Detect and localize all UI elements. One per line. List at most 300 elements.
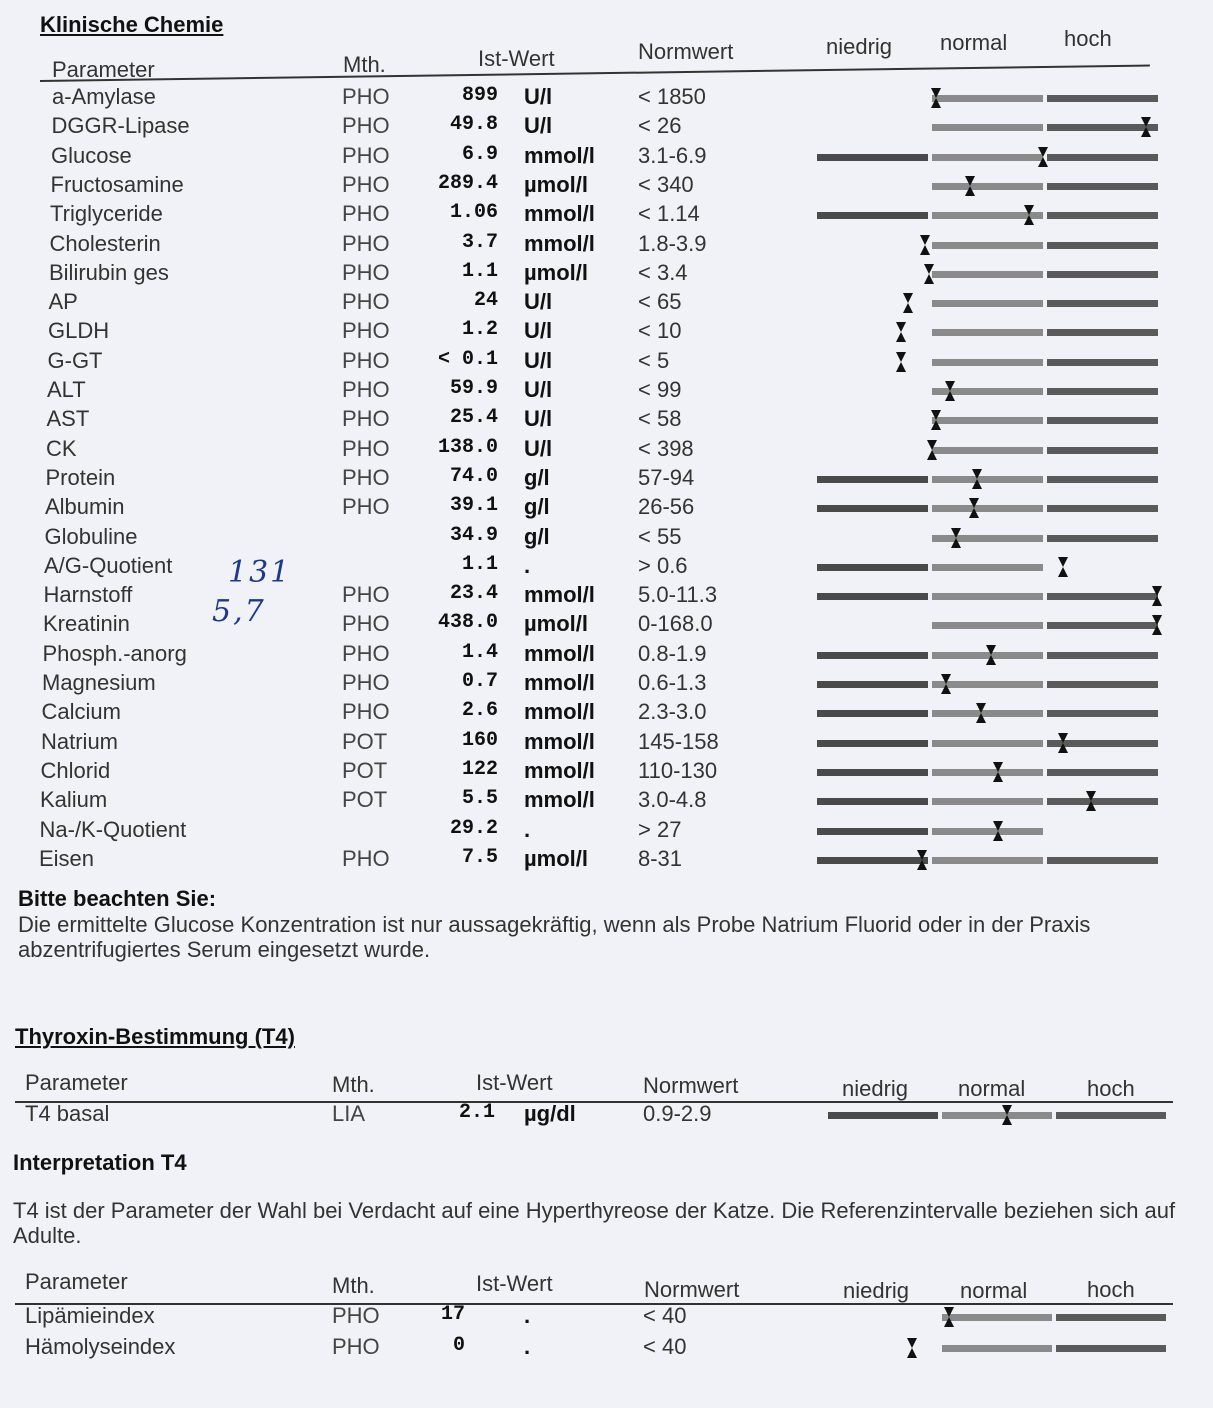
t4-header-parameter: Parameter: [25, 1070, 128, 1095]
value-marker-icon: [992, 820, 1004, 842]
scale-segment-normal: [932, 535, 1043, 542]
value-marker-icon: [1151, 614, 1163, 636]
measured-value: < 0.1: [437, 347, 498, 371]
unit: mmol/l: [524, 728, 595, 754]
parameter-name: T4 basal: [25, 1101, 110, 1126]
unit: g/l: [524, 494, 550, 520]
table-row-ap: [0, 289, 1213, 318]
method: PHO: [342, 318, 390, 344]
table-row-ck: [0, 436, 1213, 465]
index-header-mth: Mth.: [332, 1273, 375, 1298]
measured-value: 74.0: [449, 464, 498, 488]
scale-segment-niedrig: [817, 769, 928, 776]
parameter-name: Protein: [45, 464, 116, 490]
value-marker-icon: [916, 849, 928, 871]
table-row-bilirubin-ges: [0, 260, 1213, 289]
range-scale: [815, 172, 1160, 201]
reference-range: 145-158: [638, 728, 719, 754]
measured-value: 160: [461, 728, 498, 752]
unit: mmol/l: [524, 201, 595, 227]
measured-value: 3.7: [461, 230, 498, 254]
scale-segment-normal: [932, 183, 1043, 190]
measured-value: 25.4: [449, 406, 498, 430]
parameter-name: Triglyceride: [50, 201, 163, 227]
measured-value: 2.1: [458, 1101, 495, 1124]
table-row-a-g-quotient: [0, 553, 1213, 582]
range-scale: [815, 348, 1160, 377]
value-marker-icon: [906, 1337, 918, 1359]
measured-value: 1.1: [461, 259, 498, 283]
range-scale: [815, 758, 1160, 787]
scale-segment-normal: [932, 359, 1043, 366]
reference-range: < 40: [643, 1334, 687, 1359]
unit: U/l: [524, 318, 553, 344]
unit: U/l: [524, 377, 553, 402]
scale-segment-niedrig: [817, 857, 928, 864]
scale-segment-niedrig: [817, 710, 928, 717]
parameter-name: Lipämieindex: [25, 1303, 155, 1328]
value-marker-icon: [940, 673, 952, 695]
scale-segment-normal: [932, 622, 1043, 629]
scale-segment-normal: [932, 798, 1043, 805]
parameter-name: AST: [46, 406, 90, 432]
scale-segment-hoch: [1047, 857, 1158, 864]
table-row-ast: [0, 406, 1213, 435]
table-row-kalium: [0, 787, 1213, 816]
reference-range: 5.0-11.3: [638, 582, 718, 608]
scale-segment-hoch: [1047, 476, 1158, 483]
table-row-magnesium: [0, 670, 1213, 699]
unit: g/l: [524, 464, 550, 490]
scale-segment-niedrig: [817, 154, 928, 161]
value-marker-icon: [926, 439, 938, 461]
table-row-g-gt: [0, 348, 1213, 377]
reference-range: > 0.6: [638, 552, 688, 578]
reference-range: 26-56: [638, 494, 695, 520]
measured-value: 0.7: [461, 670, 498, 693]
scale-segment-normal: [932, 828, 1043, 835]
notice-text: Die ermittelte Glucose Konzentration ist nur aussagekräftig, wenn als Probe Natrium Fluorid oder in der Praxis abzentrifugiertes Serum eingesetzt wurde.: [18, 912, 1091, 962]
reference-range: < 1850: [638, 84, 706, 109]
t4-header-mth: Mth.: [332, 1072, 375, 1097]
measured-value: 24: [473, 289, 498, 313]
scale-segment-normal: [932, 505, 1043, 512]
section-title-thyroxin: Thyroxin-Bestimmung (T4): [15, 1024, 295, 1049]
scale-segment-niedrig: [817, 593, 928, 600]
parameter-name: Calcium: [41, 699, 121, 725]
unit: µmol/l: [524, 259, 589, 285]
measured-value: 23.4: [449, 582, 498, 606]
parameter-name: Cholesterin: [49, 230, 161, 256]
method: PHO: [342, 464, 390, 490]
method: PHO: [342, 259, 390, 285]
measured-value: 59.9: [449, 377, 498, 400]
table-row-haemolyseindex: [0, 1334, 1213, 1363]
reference-range: 0-168.0: [638, 611, 713, 637]
range-scale: [815, 113, 1160, 142]
scale-segment-hoch: [1047, 417, 1158, 424]
range-scale: [815, 817, 1160, 846]
range-scale: [826, 1303, 1168, 1332]
parameter-name: Kalium: [40, 787, 108, 813]
header-rule: [40, 65, 1150, 82]
table-row-cholesterin: [0, 231, 1213, 260]
range-scale: [815, 729, 1160, 758]
parameter-name: DGGR-Lipase: [51, 113, 190, 139]
reference-range: < 398: [638, 435, 694, 461]
scale-segment-normal: [932, 329, 1043, 336]
value-marker-icon: [902, 292, 914, 314]
measured-value: 49.8: [449, 113, 498, 137]
parameter-name: Fructosamine: [50, 171, 184, 197]
reference-range: 8-31: [638, 845, 683, 871]
measured-value: 34.9: [449, 523, 498, 547]
scale-segment-niedrig: [817, 652, 928, 659]
scale-segment-normal: [932, 476, 1043, 483]
reference-range: < 58: [638, 406, 682, 432]
table-row-protein: [0, 465, 1213, 494]
range-scale: [826, 1334, 1168, 1363]
scale-segment-normal: [932, 564, 1043, 571]
method: PHO: [342, 289, 390, 315]
range-scale: [815, 670, 1160, 699]
reference-range: 0.9-2.9: [643, 1101, 712, 1126]
t4-header-ist-wert: Ist-Wert: [476, 1070, 553, 1095]
value-marker-icon: [971, 468, 983, 490]
reference-range: 0.8-1.9: [638, 640, 707, 666]
scale-segment-hoch: [1047, 505, 1158, 512]
scale-segment-normal: [932, 710, 1043, 717]
unit: U/l: [524, 347, 553, 373]
unit: U/l: [524, 289, 553, 315]
value-marker-icon: [944, 380, 956, 402]
scale-segment-niedrig: [817, 681, 928, 688]
table-row-albumin: [0, 494, 1213, 523]
unit: mmol/l: [524, 640, 595, 666]
scale-segment-niedrig: [817, 798, 928, 805]
measured-value: 1.4: [461, 640, 498, 664]
scale-segment-normal: [932, 857, 1043, 864]
reference-range: < 99: [638, 377, 682, 402]
scale-segment-hoch: [1047, 769, 1158, 776]
scale-segment-normal: [932, 593, 1043, 600]
method: PHO: [342, 201, 390, 227]
unit: .: [524, 1303, 531, 1328]
interpretation-title: Interpretation T4: [13, 1150, 187, 1175]
range-scale: [815, 641, 1160, 670]
table-row-chlorid: [0, 758, 1213, 787]
measured-value: 5.5: [461, 787, 498, 811]
value-marker-icon: [923, 263, 935, 285]
unit: mmol/l: [524, 142, 595, 168]
table-row-fructosamine: [0, 172, 1213, 201]
range-scale: [815, 231, 1160, 260]
table-row-harnstoff: [0, 582, 1213, 611]
parameter-name: CK: [46, 435, 77, 461]
value-marker-icon: [895, 321, 907, 343]
t4-header-normal: normal: [958, 1076, 1026, 1101]
section-title-klinische-chemie: Klinische Chemie: [40, 12, 224, 37]
reference-range: < 1.14: [638, 201, 700, 227]
parameter-name: Kreatinin: [43, 611, 130, 637]
scale-segment-hoch: [1047, 212, 1158, 219]
method: PHO: [342, 494, 390, 520]
scale-segment-hoch: [1047, 681, 1158, 688]
value-marker-icon: [930, 87, 942, 109]
table-row-a-amylase: [0, 84, 1213, 113]
parameter-name: Hämolyseindex: [25, 1334, 176, 1359]
method: PHO: [332, 1334, 380, 1359]
scale-segment-hoch: [1047, 447, 1158, 454]
handwritten-note-harnstoff: 131: [228, 555, 292, 590]
range-scale: [815, 553, 1160, 582]
method: PHO: [342, 84, 390, 109]
reference-range: 0.6-1.3: [638, 670, 707, 695]
range-scale: [815, 611, 1160, 640]
measured-value: 1.2: [461, 318, 498, 342]
method: PHO: [342, 582, 390, 608]
scale-segment-normal: [932, 740, 1043, 747]
unit: U/l: [524, 113, 553, 139]
reference-range: < 40: [643, 1303, 687, 1328]
scale-segment-niedrig: [817, 212, 928, 219]
range-scale: [815, 84, 1160, 113]
scale-segment-normal: [942, 1112, 1052, 1119]
value-marker-icon: [1037, 146, 1049, 168]
scale-segment-hoch: [1047, 300, 1158, 307]
scale-segment-hoch: [1047, 798, 1158, 805]
value-marker-icon: [930, 409, 942, 431]
unit: mmol/l: [524, 670, 595, 695]
table-row-eisen: [0, 846, 1213, 875]
scale-segment-normal: [932, 417, 1043, 424]
value-marker-icon: [1151, 585, 1163, 607]
parameter-name: G-GT: [47, 347, 103, 373]
measured-value: 1.1: [461, 552, 498, 576]
index-header-parameter: Parameter: [25, 1269, 128, 1294]
interpretation-text: T4 ist der Parameter der Wahl bei Verdacht auf eine Hyperthyreose der Katze. Die Referenzintervalle beziehen sich auf Adulte.: [13, 1198, 1176, 1248]
parameter-name: Magnesium: [42, 670, 156, 695]
measured-value: 289.4: [437, 171, 498, 195]
scale-segment-hoch: [1047, 652, 1158, 659]
unit: mmol/l: [524, 230, 595, 256]
value-marker-icon: [968, 497, 980, 519]
scale-segment-niedrig: [828, 1112, 938, 1119]
unit: µg/dl: [524, 1101, 576, 1126]
measured-value: 17: [440, 1303, 465, 1326]
scale-segment-hoch: [1047, 359, 1158, 366]
scale-segment-hoch: [1047, 242, 1158, 249]
parameter-name: a-Amylase: [52, 84, 156, 109]
handwritten-note-kreatinin: 5,7: [212, 594, 266, 629]
scale-segment-hoch: [1047, 183, 1158, 190]
unit: µmol/l: [524, 611, 589, 637]
measured-value: 7.5: [461, 845, 498, 869]
table-row-natrium: [0, 729, 1213, 758]
range-scale: [815, 260, 1160, 289]
table-row-alt: [0, 377, 1213, 406]
notice-title: Bitte beachten Sie:: [18, 886, 217, 911]
parameter-name: Na-/K-Quotient: [39, 816, 187, 842]
method: PHO: [342, 171, 390, 197]
scale-segment-niedrig: [817, 564, 928, 571]
t4-header-hoch: hoch: [1087, 1076, 1135, 1101]
scale-segment-hoch: [1047, 535, 1158, 542]
measured-value: 138.0: [437, 435, 498, 459]
unit: µmol/l: [524, 845, 589, 871]
unit: g/l: [524, 523, 550, 549]
range-scale: [826, 1101, 1168, 1130]
method: PHO: [342, 670, 390, 695]
method: PHO: [342, 377, 390, 402]
value-marker-icon: [985, 644, 997, 666]
parameter-name: Bilirubin ges: [49, 259, 169, 285]
scale-segment-normal: [942, 1345, 1052, 1352]
method: POT: [342, 728, 388, 754]
scale-segment-normal: [932, 300, 1043, 307]
measured-value: 6.9: [461, 142, 498, 166]
range-scale: [815, 406, 1160, 435]
table-row-phosph-anorg: [0, 641, 1213, 670]
parameter-name: Chlorid: [40, 757, 111, 783]
table-row-t4-basal: [0, 1101, 1213, 1130]
value-marker-icon: [1057, 556, 1069, 578]
unit: mmol/l: [524, 757, 595, 783]
parameter-name: Natrium: [41, 728, 119, 754]
scale-segment-normal: [932, 447, 1043, 454]
unit: U/l: [524, 435, 553, 461]
reference-range: 2.3-3.0: [638, 699, 707, 725]
header-mth: Mth.: [343, 52, 386, 77]
value-marker-icon: [943, 1306, 955, 1328]
method: PHO: [342, 845, 390, 871]
measured-value: 438.0: [437, 611, 498, 635]
table-row-calcium: [0, 699, 1213, 728]
scale-segment-normal: [932, 154, 1043, 161]
unit: U/l: [524, 406, 553, 432]
table-row-na-k-quotient: [0, 817, 1213, 846]
unit: U/l: [524, 84, 553, 109]
range-scale: [815, 699, 1160, 728]
header-niedrig: niedrig: [826, 34, 893, 59]
method: PHO: [342, 611, 390, 637]
range-scale: [815, 318, 1160, 347]
unit: .: [524, 1334, 531, 1359]
measured-value: 0: [452, 1334, 465, 1357]
measured-value: 2.6: [461, 699, 498, 723]
table-row-kreatinin: [0, 611, 1213, 640]
method: PHO: [342, 699, 390, 725]
method: PHO: [332, 1303, 380, 1328]
table-row-lipaemieindex: [0, 1303, 1213, 1332]
scale-segment-hoch: [1056, 1112, 1166, 1119]
measured-value: 1.06: [449, 201, 498, 225]
method: PHO: [342, 435, 390, 461]
parameter-name: Eisen: [39, 845, 95, 871]
unit: mmol/l: [524, 787, 595, 813]
parameter-name: Phosph.-anorg: [42, 640, 187, 666]
value-marker-icon: [919, 234, 931, 256]
reference-range: 3.0-4.8: [638, 787, 707, 813]
value-marker-icon: [1023, 204, 1035, 226]
value-marker-icon: [1085, 790, 1097, 812]
method: PHO: [342, 230, 390, 256]
parameter-name: A/G-Quotient: [44, 552, 173, 578]
method: PHO: [342, 142, 390, 168]
parameter-name: ALT: [47, 377, 86, 402]
scale-segment-niedrig: [817, 740, 928, 747]
scale-segment-hoch: [1047, 154, 1158, 161]
index-header-hoch: hoch: [1087, 1277, 1135, 1302]
range-scale: [815, 377, 1160, 406]
scale-segment-niedrig: [817, 505, 928, 512]
parameter-name: GLDH: [48, 318, 110, 344]
parameter-name: Globuline: [44, 523, 138, 549]
scale-segment-hoch: [1047, 710, 1158, 717]
value-marker-icon: [950, 527, 962, 549]
scale-segment-niedrig: [817, 476, 928, 483]
parameter-name: AP: [48, 289, 78, 315]
header-normwert: Normwert: [638, 39, 734, 64]
reference-range: < 26: [638, 113, 682, 139]
value-marker-icon: [975, 702, 987, 724]
unit: µmol/l: [524, 171, 589, 197]
method: PHO: [342, 347, 390, 373]
value-marker-icon: [1001, 1104, 1013, 1126]
scale-segment-hoch: [1047, 329, 1158, 336]
scale-segment-hoch: [1047, 593, 1158, 600]
index-header-niedrig: niedrig: [843, 1278, 910, 1303]
reference-range: < 5: [638, 347, 670, 373]
scale-segment-niedrig: [817, 828, 928, 835]
reference-range: < 55: [638, 523, 682, 549]
scale-segment-hoch: [1047, 388, 1158, 395]
measured-value: 29.2: [449, 816, 498, 840]
method: POT: [342, 787, 388, 813]
method: POT: [342, 757, 388, 783]
method: PHO: [342, 640, 390, 666]
index-header-normwert: Normwert: [644, 1277, 740, 1302]
method: PHO: [342, 406, 390, 432]
value-marker-icon: [992, 761, 1004, 783]
range-scale: [815, 846, 1160, 875]
reference-range: 110-130: [638, 757, 718, 783]
table-row-globuline: [0, 524, 1213, 553]
range-scale: [815, 201, 1160, 230]
parameter-name: Glucose: [51, 142, 132, 168]
measured-value: 122: [461, 757, 498, 781]
scale-segment-normal: [942, 1314, 1052, 1321]
value-marker-icon: [1057, 732, 1069, 754]
table-row-triglyceride: [0, 201, 1213, 230]
measured-value: 899: [461, 84, 498, 107]
reference-range: < 3.4: [638, 259, 688, 285]
scale-segment-hoch: [1047, 95, 1158, 102]
table-row-dggr-lipase: [0, 113, 1213, 142]
reference-range: > 27: [638, 816, 682, 842]
range-scale: [815, 436, 1160, 465]
reference-range: 1.8-3.9: [638, 230, 707, 256]
range-scale: [815, 787, 1160, 816]
method: PHO: [342, 113, 390, 139]
scale-segment-hoch: [1056, 1345, 1166, 1352]
header-ist-wert: Ist-Wert: [478, 46, 555, 71]
scale-segment-hoch: [1047, 622, 1158, 629]
reference-range: < 340: [638, 171, 694, 197]
t4-header-niedrig: niedrig: [842, 1076, 909, 1101]
scale-segment-hoch: [1056, 1314, 1166, 1321]
scale-segment-normal: [932, 242, 1043, 249]
